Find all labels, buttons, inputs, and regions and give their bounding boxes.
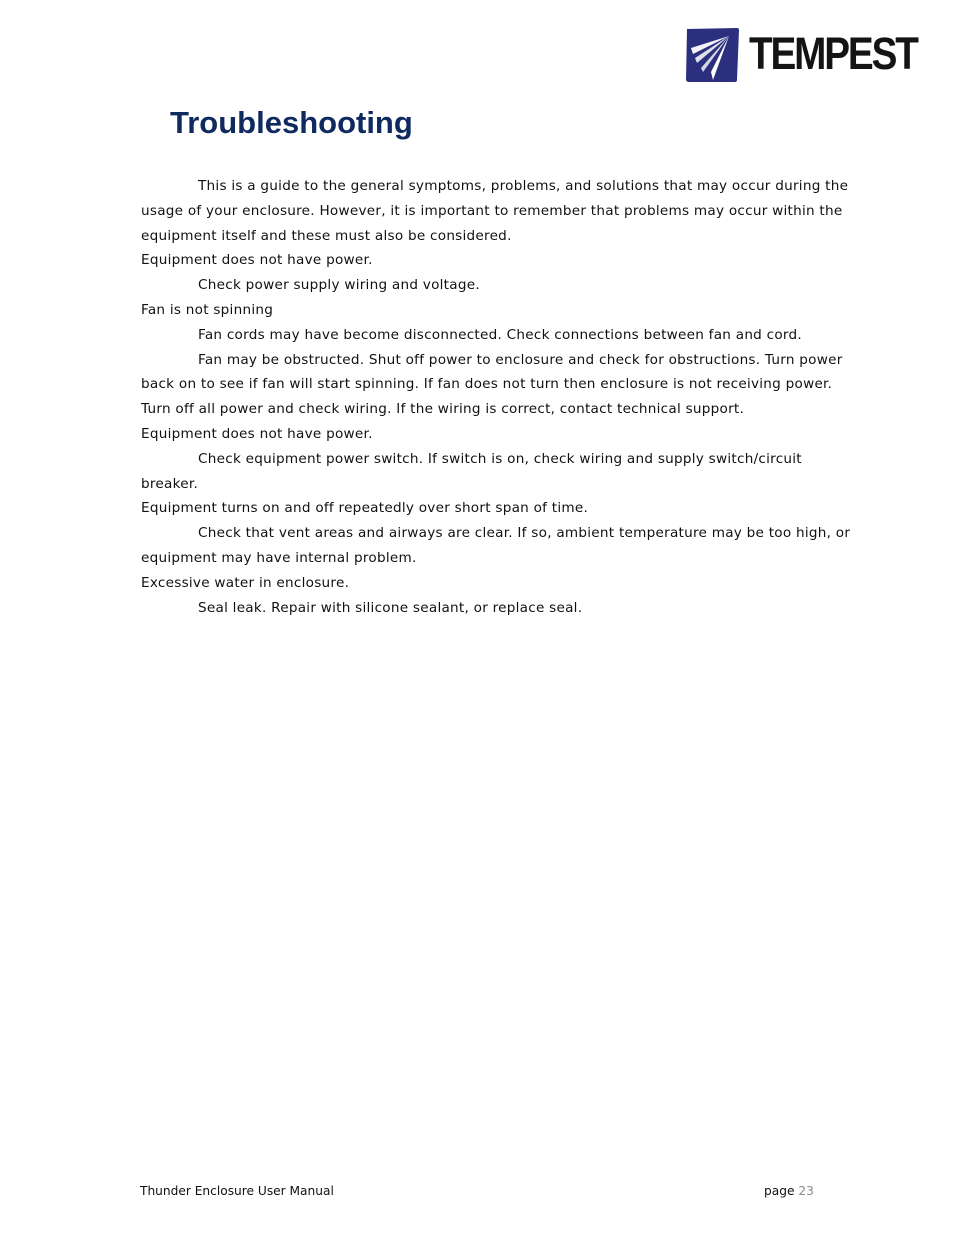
- body-paragraph: Equipment does not have power.: [141, 425, 373, 442]
- footer-page-indicator: [764, 1182, 814, 1200]
- footer-manual-name: Thunder Enclosure User Manual: [140, 1184, 334, 1198]
- logo-wordmark: TEMPEST: [749, 28, 917, 79]
- body-paragraph: Check power supply wiring and voltage.: [198, 277, 480, 294]
- body-paragraph: Seal leak. Repair with silicone sealant, or replace seal.: [198, 599, 583, 616]
- body-paragraph: Equipment does not have power.: [141, 252, 373, 269]
- tempest-logo-icon: [683, 26, 741, 84]
- troubleshooting-body: [141, 174, 853, 620]
- body-paragraph: Check that vent areas and airways are clear. If so, ambient temperature may be too high, or equipment may have internal problem.: [141, 525, 851, 566]
- body-paragraph: Fan is not spinning: [141, 301, 274, 318]
- body-paragraph: Check equipment power switch. If switch is on, check wiring and supply switch/circuit breaker.: [141, 450, 802, 492]
- footer-page-label: page: [764, 1184, 795, 1198]
- body-paragraph: Fan may be obstructed. Shut off power to enclosure and check for obstructions. Turn power back on to see if fan will start spinning. If fan does not turn then enclosure is not receiving power. Turn off all power and check wiring. If the wiring is correct, contact technical support.: [141, 351, 843, 418]
- body-paragraph: Excessive water in enclosure.: [141, 574, 350, 591]
- body-paragraph: This is a guide to the general symptoms, problems, and solutions that may occur during the usage of your enclosure. However, it is important to remember that problems may occur within the equipment itself and these must also be considered.: [141, 178, 849, 244]
- body-paragraph: Fan cords may have become disconnected. Check connections between fan and cord.: [198, 326, 802, 343]
- page-title: Troubleshooting: [170, 105, 413, 140]
- footer-page-number: 23: [798, 1184, 814, 1198]
- body-paragraph: Equipment turns on and off repeatedly over short span of time.: [141, 500, 589, 517]
- tempest-logo: [683, 26, 923, 84]
